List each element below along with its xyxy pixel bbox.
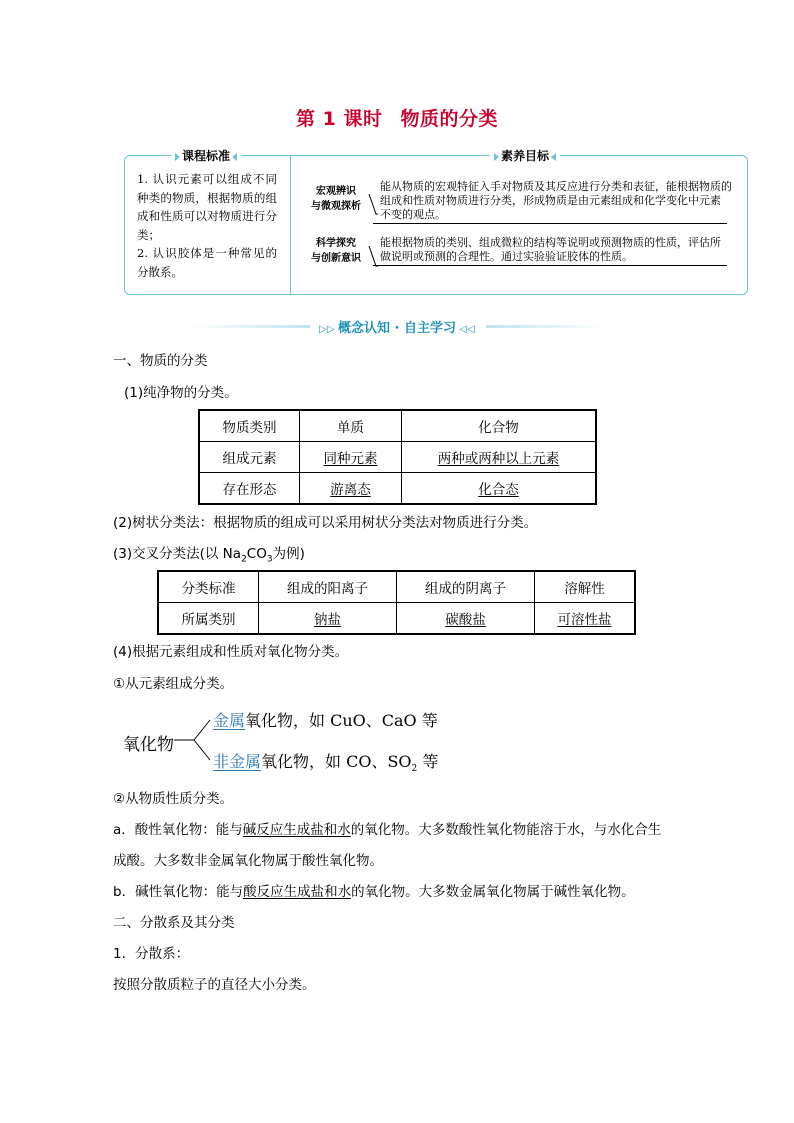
lesson-number: 第 1 课时 [296, 108, 383, 130]
diagram-root: 氧化物 [123, 735, 174, 755]
table-cell: 游离态 [300, 473, 402, 505]
paragraph: ①从元素组成分类。 [113, 676, 234, 692]
paragraph: 成酸。大多数非金属氧化物属于酸性氧化物。 [113, 853, 383, 869]
table-cell: 组成元素 [199, 442, 300, 473]
subscript: 2 [411, 764, 418, 775]
banner-text [0, 317, 794, 336]
text-run: b．碱性氧化物：能与 [113, 884, 244, 900]
literacy-tag-line: 与微观探析 [311, 201, 361, 212]
box-divider [290, 156, 291, 294]
literacy-text [380, 180, 740, 222]
table-cell: 物质类别 [199, 410, 300, 442]
banner-arrow-icon: ◁◁ [456, 324, 475, 335]
literacy-text [380, 236, 740, 264]
table-cell: 组成的阳离子 [259, 571, 397, 603]
paragraph: 按照分散质粒子的直径大小分类。 [113, 977, 316, 993]
literacy-line: 不变的观点。 [380, 208, 446, 221]
table-cell: 存在形态 [199, 473, 300, 505]
text-run: a．酸性氧化物：能与 [113, 822, 243, 838]
table-cell: 碳酸盐 [397, 603, 535, 635]
literacy-rule [373, 265, 727, 266]
course-standards [137, 170, 277, 281]
section-heading: 二、分散系及其分类 [113, 915, 235, 931]
cross-classification-table [157, 570, 636, 635]
diagram-branch-metal [213, 708, 438, 731]
literacy-tag [306, 184, 366, 214]
objectives-box [124, 149, 748, 295]
lesson-topic: 物质的分类 [400, 108, 498, 130]
table-cell: 单质 [300, 410, 402, 442]
table-row [158, 571, 635, 603]
section-heading: 一、物质的分类 [113, 353, 208, 369]
text-run: 为例) [272, 546, 305, 562]
table-cell: 同种元素 [300, 442, 402, 473]
standards-header: 课程标准 [171, 147, 241, 163]
text-run: (3)交叉分类法(以 Na [113, 546, 242, 562]
text-run: CO [246, 546, 267, 562]
text-run: 等 [417, 752, 439, 771]
bracket-lines [174, 704, 214, 774]
slash-mark [368, 194, 378, 216]
table-cell: 溶解性 [535, 571, 636, 603]
literacy-rule [373, 223, 727, 224]
subscript: 2 [241, 554, 247, 565]
paragraph: ②从物质性质分类。 [113, 791, 234, 807]
literacy-tag-line: 科学探究 [316, 238, 356, 249]
page-title [0, 104, 794, 131]
text-run: 的氧化物。大多数金属氧化物属于碱性氧化物。 [351, 884, 635, 900]
paragraph [113, 545, 305, 569]
literacy-line: 做说明或预测的合理性。通过实验验证胶体的性质。 [380, 250, 633, 263]
paragraph [113, 821, 661, 839]
table-cell: 化合物 [402, 410, 597, 442]
banner-label: 概念认知 · 自主学习 [338, 321, 456, 336]
table-row [199, 410, 596, 442]
literacy-tag-line: 与创新意识 [311, 253, 361, 264]
blank-answer: 酸反应生成盐和水 [243, 884, 352, 900]
table-row [158, 603, 635, 635]
table-cell: 可溶性盐 [535, 603, 636, 635]
literacy-tag [306, 236, 366, 266]
section-banner [0, 316, 794, 336]
table-cell: 所属类别 [158, 603, 259, 635]
table-cell: 两种或两种以上元素 [402, 442, 597, 473]
table-cell: 组成的阴离子 [397, 571, 535, 603]
table-cell: 分类标准 [158, 571, 259, 603]
text-run: 氧化物，如 CuO、CaO 等 [245, 711, 438, 730]
blank-answer: 非金属 [213, 752, 262, 771]
text-run: 氧化物，如 CO、SO [261, 752, 412, 771]
table-row [199, 442, 596, 473]
paragraph [113, 883, 635, 901]
literacy-header: 素养目标 [490, 147, 560, 163]
table-cell: 钠盐 [259, 603, 397, 635]
paragraph: (1)纯净物的分类。 [124, 385, 238, 401]
paragraph: (2)树状分类法：根据物质的组成可以采用树状分类法对物质进行分类。 [113, 515, 538, 531]
subscript: 3 [266, 554, 273, 565]
standard-item: 2. 认识胶体是一种常见的分散系。 [137, 246, 277, 279]
blank-answer: 金属 [213, 711, 246, 730]
literacy-tag-line: 宏观辨识 [316, 186, 356, 197]
oxide-classification-diagram [120, 704, 450, 776]
literacy-line: 能根据物质的类别、组成微粒的结构等说明或预测物质的性质，评估所 [380, 236, 721, 249]
literacy-line: 能从物质的宏观特征入手对物质及其反应进行分类和表征，能根据物质的 [380, 180, 732, 193]
table-row [199, 473, 596, 505]
banner-arrow-icon: ▷▷ [319, 324, 338, 335]
standard-item: 1. 认识元素可以组成不同种类的物质，根据物质的组成和性质可以对物质进行分类； [137, 172, 277, 242]
diagram-branch-nonmetal [213, 749, 438, 774]
blank-answer: 碱反应生成盐和水 [242, 822, 351, 838]
paragraph: (4)根据元素组成和性质对氧化物分类。 [113, 644, 349, 660]
table-cell: 化合态 [402, 473, 597, 505]
literacy-line: 组成和性质对物质进行分类，形成物质是由元素组成和化学变化中元素 [380, 194, 721, 207]
paragraph: 1．分散系： [113, 946, 190, 962]
text-run: 的氧化物。大多数酸性氧化物能溶于水，与水化合生 [350, 822, 662, 838]
pure-substance-table [198, 409, 597, 505]
